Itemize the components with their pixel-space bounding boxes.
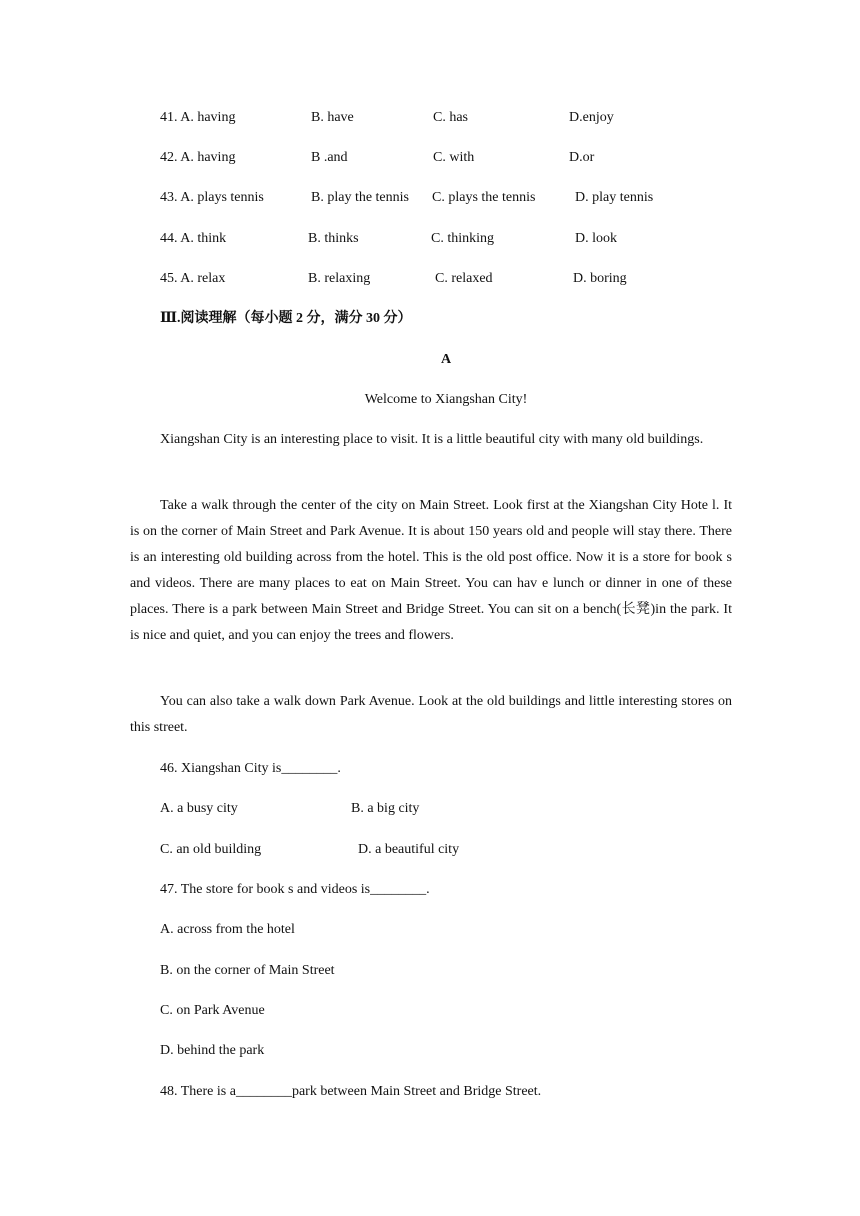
q47-option-b: B. on the corner of Main Street [160, 963, 335, 978]
q44-option-d: D. look [575, 231, 617, 246]
q47-option-c: C. on Park Avenue [160, 1003, 265, 1018]
q42-option-c: C. with [433, 150, 475, 165]
q41-option-d: D.enjoy [569, 110, 614, 125]
q41-option-a: 41. A. having [160, 110, 236, 125]
q42-option-b: B .and [311, 150, 348, 165]
passage-title: Welcome to Xiangshan City! [364, 392, 528, 407]
q46-option-a: A. a busy city [160, 801, 238, 816]
q47-option-d: D. behind the park [160, 1043, 265, 1058]
q45-option-a: 45. A. relax [160, 271, 226, 286]
q43-option-b: B. play the tennis [311, 190, 409, 205]
q47-stem: 47. The store for book s and videos is________. [160, 882, 430, 897]
q41-option-b: B. have [311, 110, 354, 125]
q46-option-c: C. an old building [160, 842, 262, 857]
q44-option-a: 44. A. think [160, 231, 227, 246]
q46-option-b: B. a big city [351, 801, 420, 816]
q45-option-d: D. boring [573, 271, 627, 286]
q46-stem: 46. Xiangshan City is________. [160, 761, 341, 776]
q43-option-d: D. play tennis [575, 190, 654, 205]
q47-option-a: A. across from the hotel [160, 922, 295, 937]
q43-option-c: C. plays the tennis [432, 190, 536, 205]
q45-option-b: B. relaxing [308, 271, 371, 286]
q41-option-c: C. has [433, 110, 468, 125]
q48-stem: 48. There is a________park between Main Street and Bridge Street. [160, 1084, 542, 1099]
q43-option-a: 43. A. plays tennis [160, 190, 264, 205]
q42-option-d: D.or [569, 150, 595, 165]
passage-paragraph-3: You can also take a walk down Park Avenue. Look at the old buildings and little interesting stores on this street. [130, 694, 732, 735]
passage-letter: A [440, 352, 452, 367]
q44-option-c: C. thinking [431, 231, 495, 246]
q44-option-b: B. thinks [308, 231, 359, 246]
q42-option-a: 42. A. having [160, 150, 236, 165]
passage-paragraph-1: Xiangshan City is an interesting place to visit. It is a little beautiful city with many old buildings. [160, 432, 704, 447]
section-heading: Ⅲ.阅读理解（每小题 2 分，满分 30 分） [160, 311, 412, 326]
q45-option-c: C. relaxed [435, 271, 493, 286]
passage-paragraph-2: Take a walk through the center of the city on Main Street. Look first at the Xiangshan City Hote l. It is on the corner of Main Street and Park Avenue. It is about 150 years old and people will stay there. There is an interesting old building across from the hotel. This is the old post office. Now it is a store for book s and videos. There are many places to eat on Main Street. You can hav e lunch or dinner in one of these places. There is a park between Main Street and Bridge Street. You can sit on a bench(长凳)in the park. It is nice and quiet, and you can enjoy the trees and flowers. [130, 498, 732, 643]
q46-option-d: D. a beautiful city [358, 842, 460, 857]
